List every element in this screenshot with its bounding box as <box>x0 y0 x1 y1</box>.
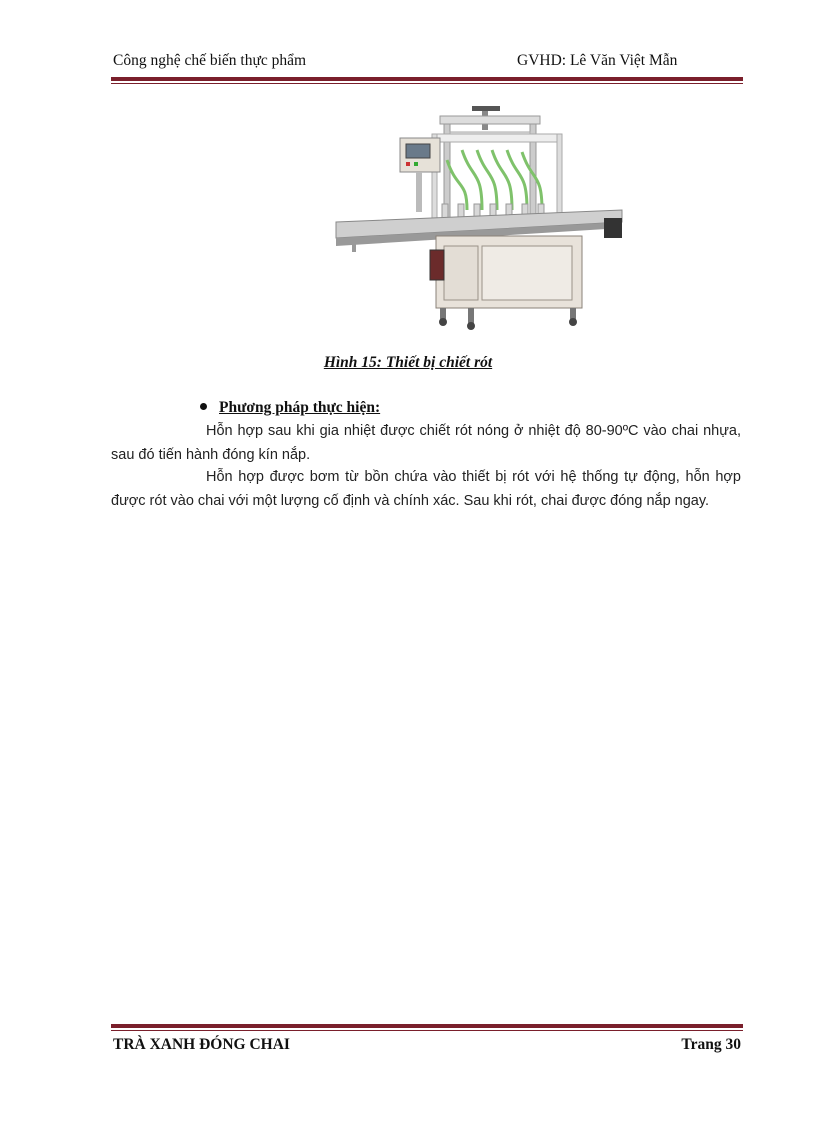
page-header <box>113 52 743 74</box>
page-number: Trang 30 <box>681 1036 741 1053</box>
footer-document-title: TRÀ XANH ĐÓNG CHAI <box>113 1036 290 1053</box>
bullet-icon <box>200 403 207 410</box>
paragraph-text: Hỗn hợp được bơm từ bồn chứa vào thiết bị rót với hệ thống tự động, hỗn hợp được rót vào chai với một lượng cố định và chính xác. Sau khi rót, chai được đóng nắp ngay. <box>111 469 741 509</box>
paragraph <box>111 419 741 467</box>
figure-caption: Hình 15: Thiết bị chiết rót <box>323 354 493 371</box>
paragraph <box>111 465 741 513</box>
paragraph-text: Hỗn hợp sau khi gia nhiệt được chiết rót nóng ở nhiệt độ 80-90ºC vào chai nhựa, sau đó tiến hành đóng kín nắp. <box>111 423 741 463</box>
header-rule <box>111 77 743 84</box>
footer-rule <box>111 1024 743 1031</box>
filling-machine-illustration <box>332 100 630 332</box>
bullet-heading <box>200 399 380 417</box>
filling-machine-image <box>332 100 630 332</box>
header-course-title: Công nghệ chế biến thực phẩm <box>113 52 307 69</box>
header-instructor: GVHD: Lê Văn Việt Mẫn <box>517 52 678 69</box>
bullet-heading-label: Phương pháp thực hiện: <box>219 399 381 416</box>
